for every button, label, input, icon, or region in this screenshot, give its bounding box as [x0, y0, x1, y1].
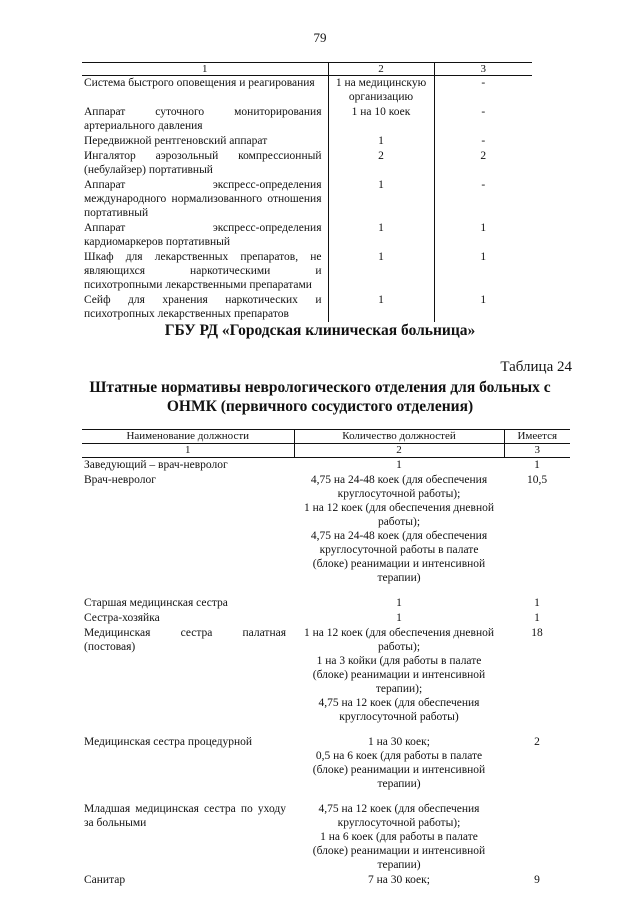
row-name: [82, 473, 294, 586]
table-number-row: [82, 444, 570, 458]
column-number-1: 1: [82, 444, 294, 458]
row-quantity-line: 1 на 12 коек (для обеспечения дневной: [303, 502, 495, 514]
column-number-1: 1: [82, 63, 328, 76]
row-name-line: психотропных лекарственных препаратов: [84, 308, 289, 320]
row-name-line: психотропными лекарственными препаратами: [84, 279, 312, 291]
row-quantity: [328, 221, 434, 250]
row-available: 1: [534, 612, 540, 624]
column-header-quantity: Количество должностей: [294, 430, 504, 444]
table-row: [82, 473, 570, 586]
row-available: 18: [531, 627, 543, 639]
table-row: [82, 626, 570, 725]
table-row: [82, 76, 532, 106]
row-available: [504, 802, 570, 873]
row-name-line: являющихся наркотическими и: [84, 265, 322, 277]
row-name-line: Система быстрого оповещения и реагирования: [84, 77, 315, 89]
table-row: [82, 596, 570, 611]
row-quantity: [294, 735, 504, 792]
row-quantity-line: работы);: [377, 516, 421, 528]
row-quantity-line: 1: [378, 251, 384, 263]
row-name: [82, 802, 294, 873]
table-row: [82, 134, 532, 149]
row-name-line: Передвижной рентгеновский аппарат: [84, 135, 268, 147]
row-name: [82, 76, 328, 106]
staffing-table: [82, 429, 570, 888]
table-label: Таблица 24: [500, 359, 572, 375]
row-quantity-line: 1 на 30 коек;: [368, 736, 430, 748]
row-quantity-line: 0,5 на 6 коек (для работы в палате: [315, 750, 483, 762]
row-name: [82, 596, 294, 611]
table-title-line-1: Штатные нормативы неврологического отделения для больных с: [89, 379, 551, 396]
row-quantity-line: 4,75 на 24-48 коек (для обеспечения: [310, 474, 488, 486]
row-quantity-line: 1 на 10 коек: [351, 106, 411, 118]
row-quantity: [328, 105, 434, 134]
column-number-2: 2: [328, 63, 434, 76]
row-name-line: Заведующий – врач-невролог: [84, 459, 228, 471]
row-quantity-line: 1 на медицинскую: [335, 77, 427, 89]
row-spacer: [82, 725, 570, 735]
row-available: 2: [434, 149, 532, 178]
table-row: [82, 221, 532, 250]
row-name-line: (небулайзер) портативный: [84, 164, 213, 176]
row-available: 1: [534, 459, 540, 471]
table-title-line-2: ОНМК (первичного сосудистого отделения): [166, 398, 474, 415]
row-quantity-line: (блоке) реанимации и интенсивной: [312, 845, 486, 857]
column-number-3: 3: [504, 444, 570, 458]
column-number-2: 2: [294, 444, 504, 458]
row-quantity: [328, 149, 434, 178]
row-name: [82, 134, 328, 149]
row-name-line: Старшая медицинская сестра: [84, 597, 228, 609]
column-header-available: Имеется: [504, 430, 570, 444]
row-quantity-line: терапии): [377, 572, 421, 584]
row-quantity: [294, 626, 504, 725]
row-quantity-line: 1 на 6 коек (для работы в палате: [320, 831, 478, 843]
row-name-line: международного нормализованного отношения: [84, 193, 322, 205]
hospital-heading: ГБУ РД «Городская клиническая больница»: [164, 322, 476, 339]
row-name: [82, 178, 328, 221]
row-quantity-line: круглосуточной работы в палате: [319, 544, 479, 556]
row-name-line: Шкаф для лекарственных препаратов, не: [84, 251, 322, 263]
page-number: 79: [313, 30, 327, 45]
column-number-3: 3: [434, 63, 532, 76]
row-available: -: [434, 134, 532, 149]
row-quantity-line: (блоке) реанимации и интенсивной: [312, 764, 486, 776]
row-quantity-line: круглосуточной работы);: [337, 488, 461, 500]
row-quantity: [328, 178, 434, 221]
row-name-line: Медицинская сестра процедурной: [84, 736, 253, 748]
row-quantity-line: 4,75 на 12 коек (для обеспечения: [318, 697, 480, 709]
row-quantity: [328, 76, 434, 106]
row-quantity-line: круглосуточной работы);: [337, 817, 461, 829]
row-quantity-line: 7 на 30 коек;: [368, 874, 430, 886]
row-quantity-line: 1: [396, 597, 402, 609]
row-name-line: (постовая): [84, 641, 136, 653]
row-name: [82, 250, 328, 293]
row-name: [82, 626, 294, 725]
table-header-row: [82, 430, 570, 444]
row-quantity: [294, 596, 504, 611]
table-row: [82, 105, 532, 134]
row-quantity-line: 1: [378, 294, 384, 306]
row-available: 2: [534, 736, 540, 748]
row-quantity: [328, 293, 434, 322]
row-name: [82, 611, 294, 626]
row-name-line: Сестра-хозяйка: [84, 612, 160, 624]
row-quantity-line: 1: [378, 179, 384, 191]
row-available: 1: [434, 293, 532, 322]
table-header-row: [82, 63, 532, 76]
row-quantity-line: 1 на 3 койки (для работы в палате: [316, 655, 482, 667]
row-quantity-line: терапии): [377, 778, 421, 790]
row-quantity-line: 1: [396, 612, 402, 624]
row-name-line: артериального давления: [84, 120, 203, 132]
table-row: [82, 149, 532, 178]
row-quantity: [328, 250, 434, 293]
table-title: [60, 378, 580, 416]
table-row: [82, 458, 570, 474]
row-name-line: кардиомаркеров портативный: [84, 236, 231, 248]
row-name-line: Врач-невролог: [84, 474, 156, 486]
row-quantity: [294, 611, 504, 626]
row-available: -: [434, 178, 532, 221]
row-quantity-line: 2: [378, 150, 384, 162]
row-available: 1: [434, 221, 532, 250]
row-quantity-line: круглосуточной работы): [339, 711, 459, 723]
row-quantity: [294, 473, 504, 586]
table-row: [82, 293, 532, 322]
row-name-line: Сейф для хранения наркотических и: [84, 294, 322, 306]
row-name: [82, 221, 328, 250]
column-header-position: Наименование должности: [82, 430, 294, 444]
row-quantity-line: терапии): [377, 859, 421, 871]
row-quantity-line: 4,75 на 24-48 коек (для обеспечения: [310, 530, 488, 542]
row-spacer: [82, 792, 570, 802]
row-available: -: [434, 105, 532, 134]
row-spacer: [82, 586, 570, 596]
row-name: [82, 735, 294, 792]
row-quantity: [294, 802, 504, 873]
row-quantity: [328, 134, 434, 149]
row-quantity-line: 1: [396, 459, 402, 471]
row-name-line: портативный: [84, 207, 149, 219]
row-available: 1: [434, 250, 532, 293]
table-row: [82, 735, 570, 792]
row-name: [82, 873, 294, 888]
row-available: -: [434, 76, 532, 106]
row-quantity-line: работы);: [377, 641, 421, 653]
row-quantity-line: терапии);: [375, 683, 423, 695]
table-row: [82, 178, 532, 221]
row-name-line: Аппарат суточного мониторирования: [84, 106, 322, 118]
row-quantity-line: организацию: [348, 91, 414, 103]
row-name-line: за больными: [84, 817, 147, 829]
row-quantity-line: 1: [378, 222, 384, 234]
row-name-line: Аппарат экспресс-определения: [84, 179, 322, 191]
table-row: [82, 611, 570, 626]
row-quantity: [294, 873, 504, 888]
row-name: [82, 105, 328, 134]
table-row: [82, 802, 570, 873]
row-name-line: Медицинская сестра палатная: [84, 627, 286, 639]
row-available: 9: [534, 874, 540, 886]
row-name-line: Санитар: [84, 874, 126, 886]
row-name: [82, 293, 328, 322]
row-quantity-line: 4,75 на 12 коек (для обеспечения: [318, 803, 480, 815]
row-name: [82, 149, 328, 178]
row-quantity-line: 1 на 12 коек (для обеспечения дневной: [303, 627, 495, 639]
row-available: 10,5: [526, 474, 548, 486]
row-available: 1: [534, 597, 540, 609]
equipment-table: [82, 62, 532, 322]
row-quantity: [294, 458, 504, 474]
table-row: [82, 250, 532, 293]
row-name: [82, 458, 294, 474]
row-name-line: Аппарат экспресс-определения: [84, 222, 322, 234]
row-name-line: Младшая медицинская сестра по уходу: [84, 803, 286, 815]
row-quantity-line: (блоке) реанимации и интенсивной: [312, 558, 486, 570]
row-name-line: Ингалятор аэрозольный компрессионный: [84, 150, 322, 162]
row-quantity-line: (блоке) реанимации и интенсивной: [312, 669, 486, 681]
table-row: [82, 873, 570, 888]
row-quantity-line: 1: [378, 135, 384, 147]
